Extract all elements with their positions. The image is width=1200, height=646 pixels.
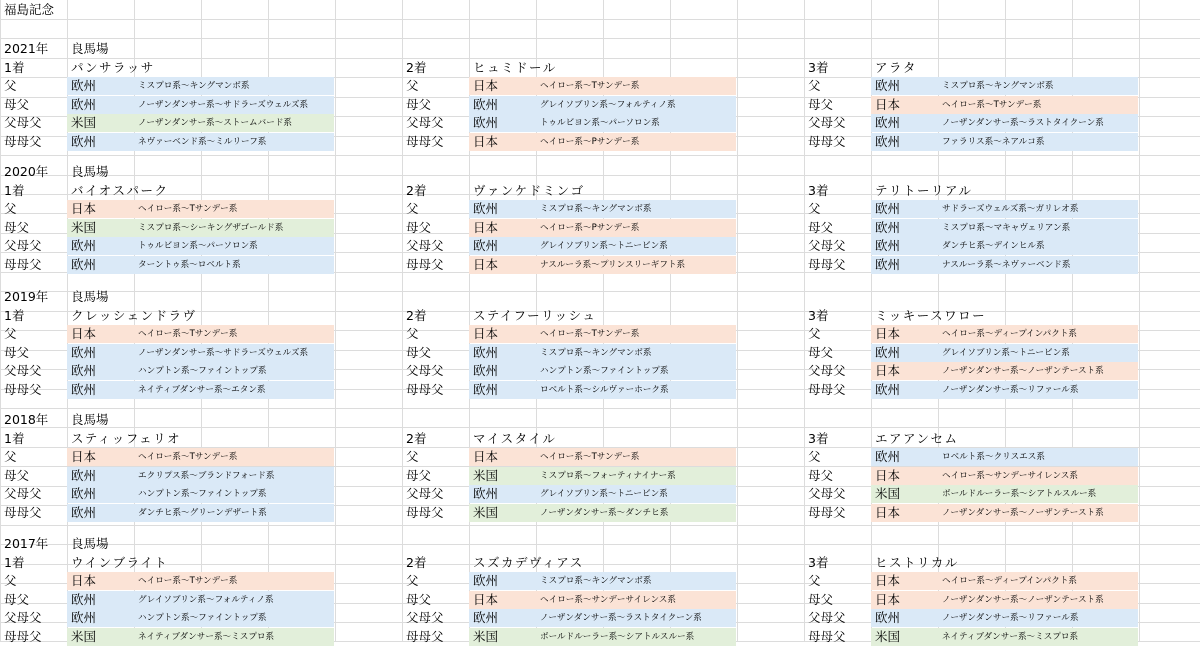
region-cell[interactable]: 欧州 <box>71 504 97 520</box>
sire-line-cell[interactable]: グレイソブリン系～トニービン系 <box>942 347 1070 358</box>
region-cell[interactable]: 日本 <box>473 219 499 235</box>
sire-line-cell[interactable]: ヘイロー系～サンデーサイレンス系 <box>942 470 1078 481</box>
pedigree-row-label[interactable]: 父母父 <box>808 115 846 130</box>
pedigree-row-label[interactable]: 父 <box>808 201 821 216</box>
sire-line-cell[interactable]: グレイソブリン系～フォルティノ系 <box>540 99 676 110</box>
region-cell[interactable]: 欧州 <box>473 96 499 112</box>
sire-line-cell[interactable]: ノーザンダンサー系～リファール系 <box>942 613 1079 623</box>
sire-line-cell[interactable]: ハンプトン系～ファイントップ系 <box>540 366 669 376</box>
grid-row-line <box>0 19 1200 20</box>
sheet-title[interactable]: 福島記念 <box>4 2 55 17</box>
pedigree-row-label[interactable]: 父母父 <box>808 610 846 625</box>
region-cell[interactable]: 米国 <box>473 504 499 520</box>
sire-line-cell[interactable]: ハンプトン系～ファイントップ系 <box>138 489 267 499</box>
sire-line-cell[interactable]: ヘイロー系～Tサンデー系 <box>138 329 238 339</box>
finish-place[interactable]: 3着 <box>808 60 829 75</box>
pedigree-row-label[interactable]: 母母父 <box>808 133 846 149</box>
sire-line-cell[interactable]: ミスプロ系～キングマンボ系 <box>540 576 652 586</box>
sire-line-cell[interactable]: グレイソブリン系～トニービン系 <box>540 241 668 251</box>
finish-place[interactable]: 2着 <box>406 308 427 323</box>
pedigree-row-label[interactable]: 父 <box>808 78 821 93</box>
pedigree-row-label[interactable]: 母父 <box>808 219 834 235</box>
sire-line-cell[interactable]: グレイソブリン系～フォルティノ系 <box>138 594 274 605</box>
grid-row-line <box>0 155 1200 156</box>
year-label[interactable]: 2021年 <box>4 41 49 56</box>
region-cell[interactable]: 欧州 <box>71 256 97 272</box>
sire-line-cell[interactable]: ファラリス系～ネアルコ系 <box>942 136 1045 147</box>
region-cell[interactable]: 欧州 <box>473 201 499 216</box>
sire-line-cell[interactable]: ボールドルーラー系～シアトルスルー系 <box>540 631 695 642</box>
pedigree-row-label[interactable]: 母父 <box>4 219 30 235</box>
sire-line-cell[interactable]: ナスルーラ系～ネヴァーベンド系 <box>942 259 1071 270</box>
region-cell[interactable]: 日本 <box>875 573 901 588</box>
pedigree-row-label[interactable]: 母母父 <box>406 381 444 397</box>
finish-place[interactable]: 2着 <box>406 431 427 446</box>
horse-name[interactable]: ヒュミドール <box>473 60 557 75</box>
sire-line-cell[interactable]: ノーザンダンサー系～ラストタイクーン系 <box>942 118 1104 128</box>
sire-line-cell[interactable]: ノーザンダンサー系～サドラーズウェルズ系 <box>138 99 309 110</box>
pedigree-row-label[interactable]: 父 <box>406 449 419 464</box>
sire-line-cell[interactable]: エクリプス系～ブランドフォード系 <box>138 470 275 481</box>
region-cell[interactable]: 欧州 <box>875 610 901 625</box>
region-cell[interactable]: 日本 <box>473 133 499 149</box>
grid-row-line <box>0 291 1200 292</box>
region-cell[interactable]: 欧州 <box>875 133 901 149</box>
pedigree-row-label[interactable]: 父母父 <box>808 486 846 501</box>
pedigree-row-label[interactable]: 父母父 <box>4 610 42 625</box>
pedigree-row-label[interactable]: 父 <box>808 573 821 588</box>
region-cell[interactable]: 欧州 <box>875 381 901 397</box>
pedigree-row-label[interactable]: 母父 <box>406 219 432 235</box>
region-cell[interactable]: 欧州 <box>71 486 97 501</box>
pedigree-row-label[interactable]: 父母父 <box>4 486 42 501</box>
pedigree-row-label[interactable]: 父 <box>4 326 17 341</box>
horse-name[interactable]: ミッキースワロー <box>875 308 987 323</box>
region-cell[interactable]: 欧州 <box>71 344 97 360</box>
grid-row-line <box>0 564 1200 565</box>
year-label[interactable]: 2017年 <box>4 536 49 551</box>
region-cell[interactable]: 日本 <box>875 467 901 483</box>
finish-place[interactable]: 1着 <box>4 60 25 75</box>
year-label[interactable]: 2019年 <box>4 289 49 304</box>
pedigree-row-label[interactable]: 父母父 <box>406 238 444 253</box>
horse-name[interactable]: マイスタイル <box>473 431 557 446</box>
finish-place[interactable]: 3着 <box>808 555 829 570</box>
pedigree-row-label[interactable]: 母母父 <box>4 256 42 272</box>
finish-place[interactable]: 3着 <box>808 431 829 446</box>
pedigree-row-label[interactable]: 母母父 <box>406 628 444 644</box>
region-cell[interactable]: 欧州 <box>875 449 901 464</box>
finish-place[interactable]: 2着 <box>406 183 427 198</box>
pedigree-row-label[interactable]: 母母父 <box>808 256 846 272</box>
sire-line-cell[interactable]: ハンプトン系～ファイントップ系 <box>138 366 267 376</box>
pedigree-row-label[interactable]: 母父 <box>4 591 30 607</box>
region-cell[interactable]: 欧州 <box>71 610 97 625</box>
sire-line-cell[interactable]: ハンプトン系～ファイントップ系 <box>138 613 267 623</box>
region-cell[interactable]: 米国 <box>71 115 97 130</box>
region-cell[interactable]: 欧州 <box>473 573 499 588</box>
pedigree-row-label[interactable]: 父母父 <box>4 238 42 253</box>
region-cell[interactable]: 日本 <box>71 326 97 341</box>
region-cell[interactable]: 欧州 <box>71 238 97 253</box>
region-cell[interactable]: 欧州 <box>473 238 499 253</box>
region-cell[interactable]: 欧州 <box>473 344 499 360</box>
finish-place[interactable]: 1着 <box>4 308 25 323</box>
sire-line-cell[interactable]: ミスプロ系～キングマンボ系 <box>138 81 250 91</box>
region-cell[interactable]: 日本 <box>875 96 901 112</box>
pedigree-row-label[interactable]: 父母父 <box>406 486 444 501</box>
finish-place[interactable]: 2着 <box>406 60 427 75</box>
pedigree-row-label[interactable]: 母母父 <box>808 381 846 397</box>
sire-line-cell[interactable]: ヘイロー系～Tサンデー系 <box>540 329 640 339</box>
pedigree-row-label[interactable]: 父母父 <box>4 115 42 130</box>
sire-line-cell[interactable]: ネイティブダンサー系～エタン系 <box>138 384 266 395</box>
pedigree-row-label[interactable]: 父母父 <box>808 238 846 253</box>
region-cell[interactable]: 日本 <box>473 591 499 607</box>
grid-row-line <box>0 58 1200 59</box>
sire-line-cell[interactable]: ミスプロ系～キングマンボ系 <box>942 81 1054 91</box>
pedigree-row-label[interactable]: 母母父 <box>4 133 42 149</box>
pedigree-row-label[interactable]: 母母父 <box>808 504 846 520</box>
region-cell[interactable]: 欧州 <box>473 486 499 501</box>
pedigree-row-label[interactable]: 父 <box>808 326 821 341</box>
pedigree-row-label[interactable]: 母父 <box>808 591 834 607</box>
pedigree-row-label[interactable]: 母母父 <box>4 381 42 397</box>
horse-name[interactable]: ステイフーリッシュ <box>473 308 597 323</box>
pedigree-row-label[interactable]: 父 <box>406 326 419 341</box>
region-cell[interactable]: 米国 <box>71 219 97 235</box>
region-cell[interactable]: 日本 <box>875 326 901 341</box>
track-condition[interactable]: 良馬場 <box>71 41 109 56</box>
sire-line-cell[interactable]: ヘイロー系～Tサンデー系 <box>540 81 640 91</box>
region-cell[interactable]: 欧州 <box>875 238 901 253</box>
pedigree-row-label[interactable]: 母父 <box>808 344 834 360</box>
sire-line-cell[interactable]: ネヴァーベンド系～ミルリーフ系 <box>138 136 267 147</box>
track-condition[interactable]: 良馬場 <box>71 164 109 179</box>
pedigree-row-label[interactable]: 母母父 <box>4 504 42 520</box>
sire-line-cell[interactable]: ヘイロー系～サンデーサイレンス系 <box>540 594 676 605</box>
finish-place[interactable]: 3着 <box>808 308 829 323</box>
pedigree-row-label[interactable]: 母父 <box>4 344 30 360</box>
region-cell[interactable]: 欧州 <box>71 96 97 112</box>
region-cell[interactable]: 日本 <box>473 256 499 272</box>
sire-line-cell[interactable]: ヘイロー系～Tサンデー系 <box>942 99 1042 110</box>
pedigree-row-label[interactable]: 母父 <box>4 467 30 483</box>
grid-row-line <box>0 525 1200 526</box>
horse-name[interactable]: スズカデヴィアス <box>473 555 584 570</box>
region-cell[interactable]: 欧州 <box>875 344 901 360</box>
pedigree-row-label[interactable]: 母母父 <box>4 628 42 644</box>
region-cell[interactable]: 欧州 <box>71 78 97 93</box>
grid-row-line <box>0 194 1200 195</box>
sire-line-cell[interactable]: ヘイロー系～ディープインパクト系 <box>942 576 1078 586</box>
region-cell[interactable]: 日本 <box>473 78 499 93</box>
sire-line-cell[interactable]: ダンチヒ系～デインヒル系 <box>942 241 1045 251</box>
sire-line-cell[interactable]: ヘイロー系～Tサンデー系 <box>138 452 238 462</box>
region-cell[interactable]: 日本 <box>71 573 97 588</box>
track-condition[interactable]: 良馬場 <box>71 536 109 551</box>
sire-line-cell[interactable]: ヘイロー系～Tサンデー系 <box>540 452 640 462</box>
pedigree-row-label[interactable]: 父 <box>4 573 17 588</box>
pedigree-row-label[interactable]: 母母父 <box>808 628 846 644</box>
region-cell[interactable]: 欧州 <box>473 363 499 378</box>
region-cell[interactable]: 米国 <box>71 628 97 644</box>
finish-place[interactable]: 1着 <box>4 431 25 446</box>
region-cell[interactable]: 欧州 <box>71 381 97 397</box>
finish-place[interactable]: 2着 <box>406 555 427 570</box>
finish-place[interactable]: 3着 <box>808 183 829 198</box>
region-cell[interactable]: 日本 <box>71 449 97 464</box>
region-cell[interactable]: 米国 <box>875 486 901 501</box>
region-cell[interactable]: 米国 <box>473 467 499 483</box>
pedigree-row-label[interactable]: 母母父 <box>406 256 444 272</box>
sire-line-cell[interactable]: ロベルト系～クリスエス系 <box>942 452 1045 462</box>
grid-row-line <box>0 175 1200 176</box>
horse-name[interactable]: ヴァンケドミンゴ <box>473 183 585 198</box>
grid-row-line <box>0 544 1200 545</box>
region-cell[interactable]: 欧州 <box>875 219 901 235</box>
pedigree-row-label[interactable]: 父 <box>4 78 17 93</box>
region-cell[interactable]: 日本 <box>473 326 499 341</box>
pedigree-row-label[interactable]: 母父 <box>406 467 432 483</box>
track-condition[interactable]: 良馬場 <box>71 289 109 304</box>
sire-line-cell[interactable]: ヘイロー系～Pサンデー系 <box>540 136 640 147</box>
horse-name[interactable]: スティッフェリオ <box>71 431 182 446</box>
pedigree-row-label[interactable]: 父 <box>4 449 17 464</box>
pedigree-row-label[interactable]: 父 <box>406 573 419 588</box>
sire-line-cell[interactable]: ノーザンダンサー系～ノーザンテースト系 <box>942 507 1104 518</box>
sire-line-cell[interactable]: ナスルーラ系～プリンスリーギフト系 <box>540 259 686 270</box>
region-cell[interactable]: 米国 <box>875 628 901 644</box>
grid-row-line <box>0 427 1200 428</box>
sire-line-cell[interactable]: ノーザンダンサー系～ノーザンテースト系 <box>942 366 1104 376</box>
region-cell[interactable]: 欧州 <box>71 363 97 378</box>
region-cell[interactable]: 日本 <box>71 201 97 216</box>
pedigree-row-label[interactable]: 父 <box>406 78 419 93</box>
sire-line-cell[interactable]: ノーザンダンサー系～ノーザンテースト系 <box>942 594 1104 605</box>
region-cell[interactable]: 欧州 <box>473 610 499 625</box>
pedigree-row-label[interactable]: 母父 <box>4 96 30 112</box>
sire-line-cell[interactable]: ノーザンダンサー系～ダンチヒ系 <box>540 507 669 518</box>
finish-place[interactable]: 1着 <box>4 555 25 570</box>
horse-name[interactable]: パンサラッサ <box>71 60 155 75</box>
region-cell[interactable]: 日本 <box>875 591 901 607</box>
region-cell[interactable]: 日本 <box>473 449 499 464</box>
sire-line-cell[interactable]: サドラーズウェルズ系～ガリレオ系 <box>942 204 1079 214</box>
sire-line-cell[interactable]: ダンチヒ系～グリーンデザート系 <box>138 507 267 518</box>
sire-line-cell[interactable]: ヘイロー系～Tサンデー系 <box>138 204 238 214</box>
pedigree-row-label[interactable]: 父 <box>406 201 419 216</box>
finish-place[interactable]: 1着 <box>4 183 25 198</box>
region-cell[interactable]: 日本 <box>875 504 901 520</box>
pedigree-row-label[interactable]: 父母父 <box>406 610 444 625</box>
sire-line-cell[interactable]: ミスプロ系～キングマンボ系 <box>540 347 652 358</box>
region-cell[interactable]: 日本 <box>875 363 901 378</box>
sire-line-cell[interactable]: ターントゥ系～ロベルト系 <box>138 259 241 270</box>
grid-row-line <box>0 38 1200 39</box>
pedigree-row-label[interactable]: 母父 <box>406 344 432 360</box>
sire-line-cell[interactable]: トゥルビヨン系～パーソロン系 <box>138 241 258 251</box>
horse-name[interactable]: アラタ <box>875 60 917 75</box>
horse-name[interactable]: ヒストリカル <box>875 555 959 570</box>
sire-line-cell[interactable]: ヘイロー系～ディープインパクト系 <box>942 329 1078 339</box>
region-cell[interactable]: 欧州 <box>71 591 97 607</box>
pedigree-row-label[interactable]: 父 <box>4 201 17 216</box>
sire-line-cell[interactable]: ミスプロ系～シーキングザゴールド系 <box>138 222 284 233</box>
region-cell[interactable]: 欧州 <box>473 115 499 130</box>
region-cell[interactable]: 欧州 <box>875 256 901 272</box>
pedigree-row-label[interactable]: 父母父 <box>4 363 42 378</box>
sire-line-cell[interactable]: ヘイロー系～Pサンデー系 <box>540 222 640 233</box>
region-cell[interactable]: 欧州 <box>71 133 97 149</box>
region-cell[interactable]: 欧州 <box>875 78 901 93</box>
sire-line-cell[interactable]: ノーザンダンサー系～サドラーズウェルズ系 <box>138 347 309 358</box>
horse-name[interactable]: エアアンセム <box>875 431 959 446</box>
pedigree-row-label[interactable]: 父母父 <box>406 363 444 378</box>
pedigree-row-label[interactable]: 母父 <box>808 96 834 112</box>
horse-name[interactable]: テリトーリアル <box>875 183 973 198</box>
pedigree-row-label[interactable]: 母父 <box>406 96 432 112</box>
track-condition[interactable]: 良馬場 <box>71 412 109 427</box>
sire-line-cell[interactable]: ミスプロ系～マキャヴェリアン系 <box>942 222 1071 233</box>
pedigree-row-label[interactable]: 父 <box>808 449 821 464</box>
sire-line-cell[interactable]: トゥルビヨン系～パーソロン系 <box>540 118 660 128</box>
sire-line-cell[interactable]: グレイソブリン系～トニービン系 <box>540 489 668 499</box>
sire-line-cell[interactable]: ネイティブダンサー系～ミスプロ系 <box>138 631 275 642</box>
pedigree-row-label[interactable]: 父母父 <box>808 363 846 378</box>
sire-line-cell[interactable]: ノーザンダンサー系～ラストタイクーン系 <box>540 613 702 623</box>
horse-name[interactable]: バイオスパーク <box>71 183 169 198</box>
year-label[interactable]: 2020年 <box>4 164 49 179</box>
pedigree-row-label[interactable]: 母父 <box>406 591 432 607</box>
pedigree-row-label[interactable]: 父母父 <box>406 115 444 130</box>
sire-line-cell[interactable]: ボールドルーラー系～シアトルスルー系 <box>942 489 1097 499</box>
sire-line-cell[interactable]: ノーザンダンサー系～リファール系 <box>942 384 1079 395</box>
region-cell[interactable]: 米国 <box>473 628 499 644</box>
region-cell[interactable]: 欧州 <box>71 467 97 483</box>
region-cell[interactable]: 欧州 <box>473 381 499 397</box>
sire-line-cell[interactable]: ミスプロ系～フォーティナイナー系 <box>540 470 676 481</box>
region-cell[interactable]: 欧州 <box>875 115 901 130</box>
pedigree-row-label[interactable]: 母母父 <box>406 133 444 149</box>
sire-line-cell[interactable]: ミスプロ系～キングマンボ系 <box>540 204 652 214</box>
sire-line-cell[interactable]: ノーザンダンサー系～ストームバード系 <box>138 118 293 128</box>
grid-row-line <box>0 408 1200 409</box>
sire-line-cell[interactable]: ヘイロー系～Tサンデー系 <box>138 576 238 586</box>
region-cell[interactable]: 欧州 <box>875 201 901 216</box>
pedigree-row-label[interactable]: 母母父 <box>406 504 444 520</box>
horse-name[interactable]: ウインブライト <box>71 555 169 570</box>
sire-line-cell[interactable]: ネイティブダンサー系～ミスプロ系 <box>942 631 1079 642</box>
pedigree-row-label[interactable]: 母父 <box>808 467 834 483</box>
year-label[interactable]: 2018年 <box>4 412 49 427</box>
sire-line-cell[interactable]: ロベルト系～シルヴァーホーク系 <box>540 384 669 395</box>
horse-name[interactable]: クレッシェンドラヴ <box>71 308 197 323</box>
